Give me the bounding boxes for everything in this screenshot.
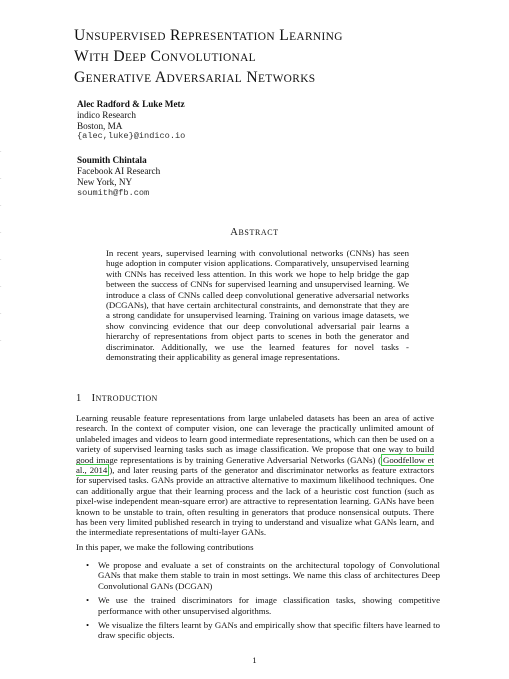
author-email: {alec,luke}@indico.io	[77, 131, 186, 142]
bullet-icon: •	[86, 595, 90, 606]
section-number: 1	[76, 393, 82, 404]
author-affiliation: Facebook AI Research	[77, 165, 161, 176]
margin-mark: ·	[0, 285, 2, 290]
author-name: Soumith Chintala	[77, 155, 147, 166]
margin-mark: ·	[0, 231, 2, 236]
author-block	[77, 155, 337, 198]
intro-text: Learning reusable feature representations from large unlabeled datasets has been an area of active research. In the context of computer vision, one can leverage the practically unlimited amount of unlabeled images and videos to learn good intermediate representations, which can then be used on a variety of supervised learning tasks such as image classification. We propose that one way to build good image representations is by training Generative Adversarial Networks (GANs) (	[76, 413, 434, 465]
bullet-icon: •	[86, 620, 90, 631]
list-item	[76, 620, 440, 641]
author-block	[77, 99, 337, 142]
abstract-text: In recent years, supervised learning with convolutional networks (CNNs) has seen huge adoption in computer vision applications. Comparatively, unsupervised learning with CNNs has received less attention. In this work we hope to help bridge the gap between the success of CNNs for supervised learning and unsupervised learning. We introduce a class of CNNs called deep convolutional generative adversarial networks (DCGANs), that have certain architectural constraints, and demonstrate that they are a strong candidate for unsupervised learning. Training on various image datasets, we show convincing evidence that our deep convolutional adversarial pair learns a hierarchy of representations from object parts to scenes in both the generator and discriminator. Additionally, we use the learned features for novel tasks - demonstrating their applicability as general image representations.	[106, 248, 409, 363]
list-item	[76, 560, 440, 591]
page-number: 1	[252, 655, 257, 665]
margin-mark: ·	[0, 339, 2, 344]
section-heading	[76, 393, 158, 404]
contributions-list	[76, 560, 440, 645]
author-affiliation: indico Research	[77, 109, 136, 120]
left-margin-marks	[0, 150, 6, 366]
margin-mark: ·	[0, 150, 2, 155]
list-item	[76, 595, 440, 616]
intro-text: ), and later reusing parts of the generator and discriminator networks as feature extractors for supervised tasks. GANs provide an attractive alternative to maximum likelihood techniques. One can additionally argue that their learning process and the lack of a heuristic cost function (such as pixel-wise independent mean-square error) are attractive to representation learning. GANs have been known to be unstable to train, often resulting in generators that produce nonsensical outputs. There has been very limited published research in trying to understand and visualize what GANs learn, and the intermediate representations of multi-layer GANs.	[76, 465, 435, 538]
paper-title	[74, 26, 474, 89]
author-location: Boston, MA	[77, 120, 123, 131]
bullet-icon: •	[86, 560, 90, 570]
contributions-intro: In this paper, we make the following contributions	[76, 542, 254, 552]
title-line: WITH DEEP CONVOLUTIONAL	[74, 48, 256, 65]
author-list	[77, 99, 337, 211]
margin-mark: ·	[0, 177, 2, 182]
margin-mark: ·	[0, 312, 2, 317]
author-location: New York, NY	[77, 176, 133, 187]
section-title: INTRODUCTION	[91, 393, 158, 404]
author-name: Alec Radford & Luke Metz	[77, 99, 185, 109]
margin-mark: ·	[0, 258, 2, 263]
citation-link[interactable]: Goodfellow et al., 2014	[76, 454, 434, 476]
title-line: GENERATIVE ADVERSARIAL NETWORKS	[74, 69, 316, 86]
margin-mark: ·	[0, 204, 2, 209]
abstract-heading: ABSTRACT	[230, 227, 279, 238]
title-line: UNSUPERVISED REPRESENTATION LEARNING	[74, 27, 343, 44]
list-item-text: We visualize the filters learnt by GANs and empirically show that specific filters have learned to draw specific objects.	[98, 620, 440, 641]
introduction-paragraph	[76, 413, 434, 538]
list-item-text: We propose and evaluate a set of constraints on the architectural topology of Convolutional GANs that make them stable to train in most settings. We name this class of architectures Deep Convolutional GANs (DCGAN)	[98, 560, 440, 591]
list-item-text: We use the trained discriminators for image classification tasks, showing competitive performance with other unsupervised algorithms.	[98, 595, 440, 616]
author-email: soumith@fb.com	[77, 187, 150, 198]
